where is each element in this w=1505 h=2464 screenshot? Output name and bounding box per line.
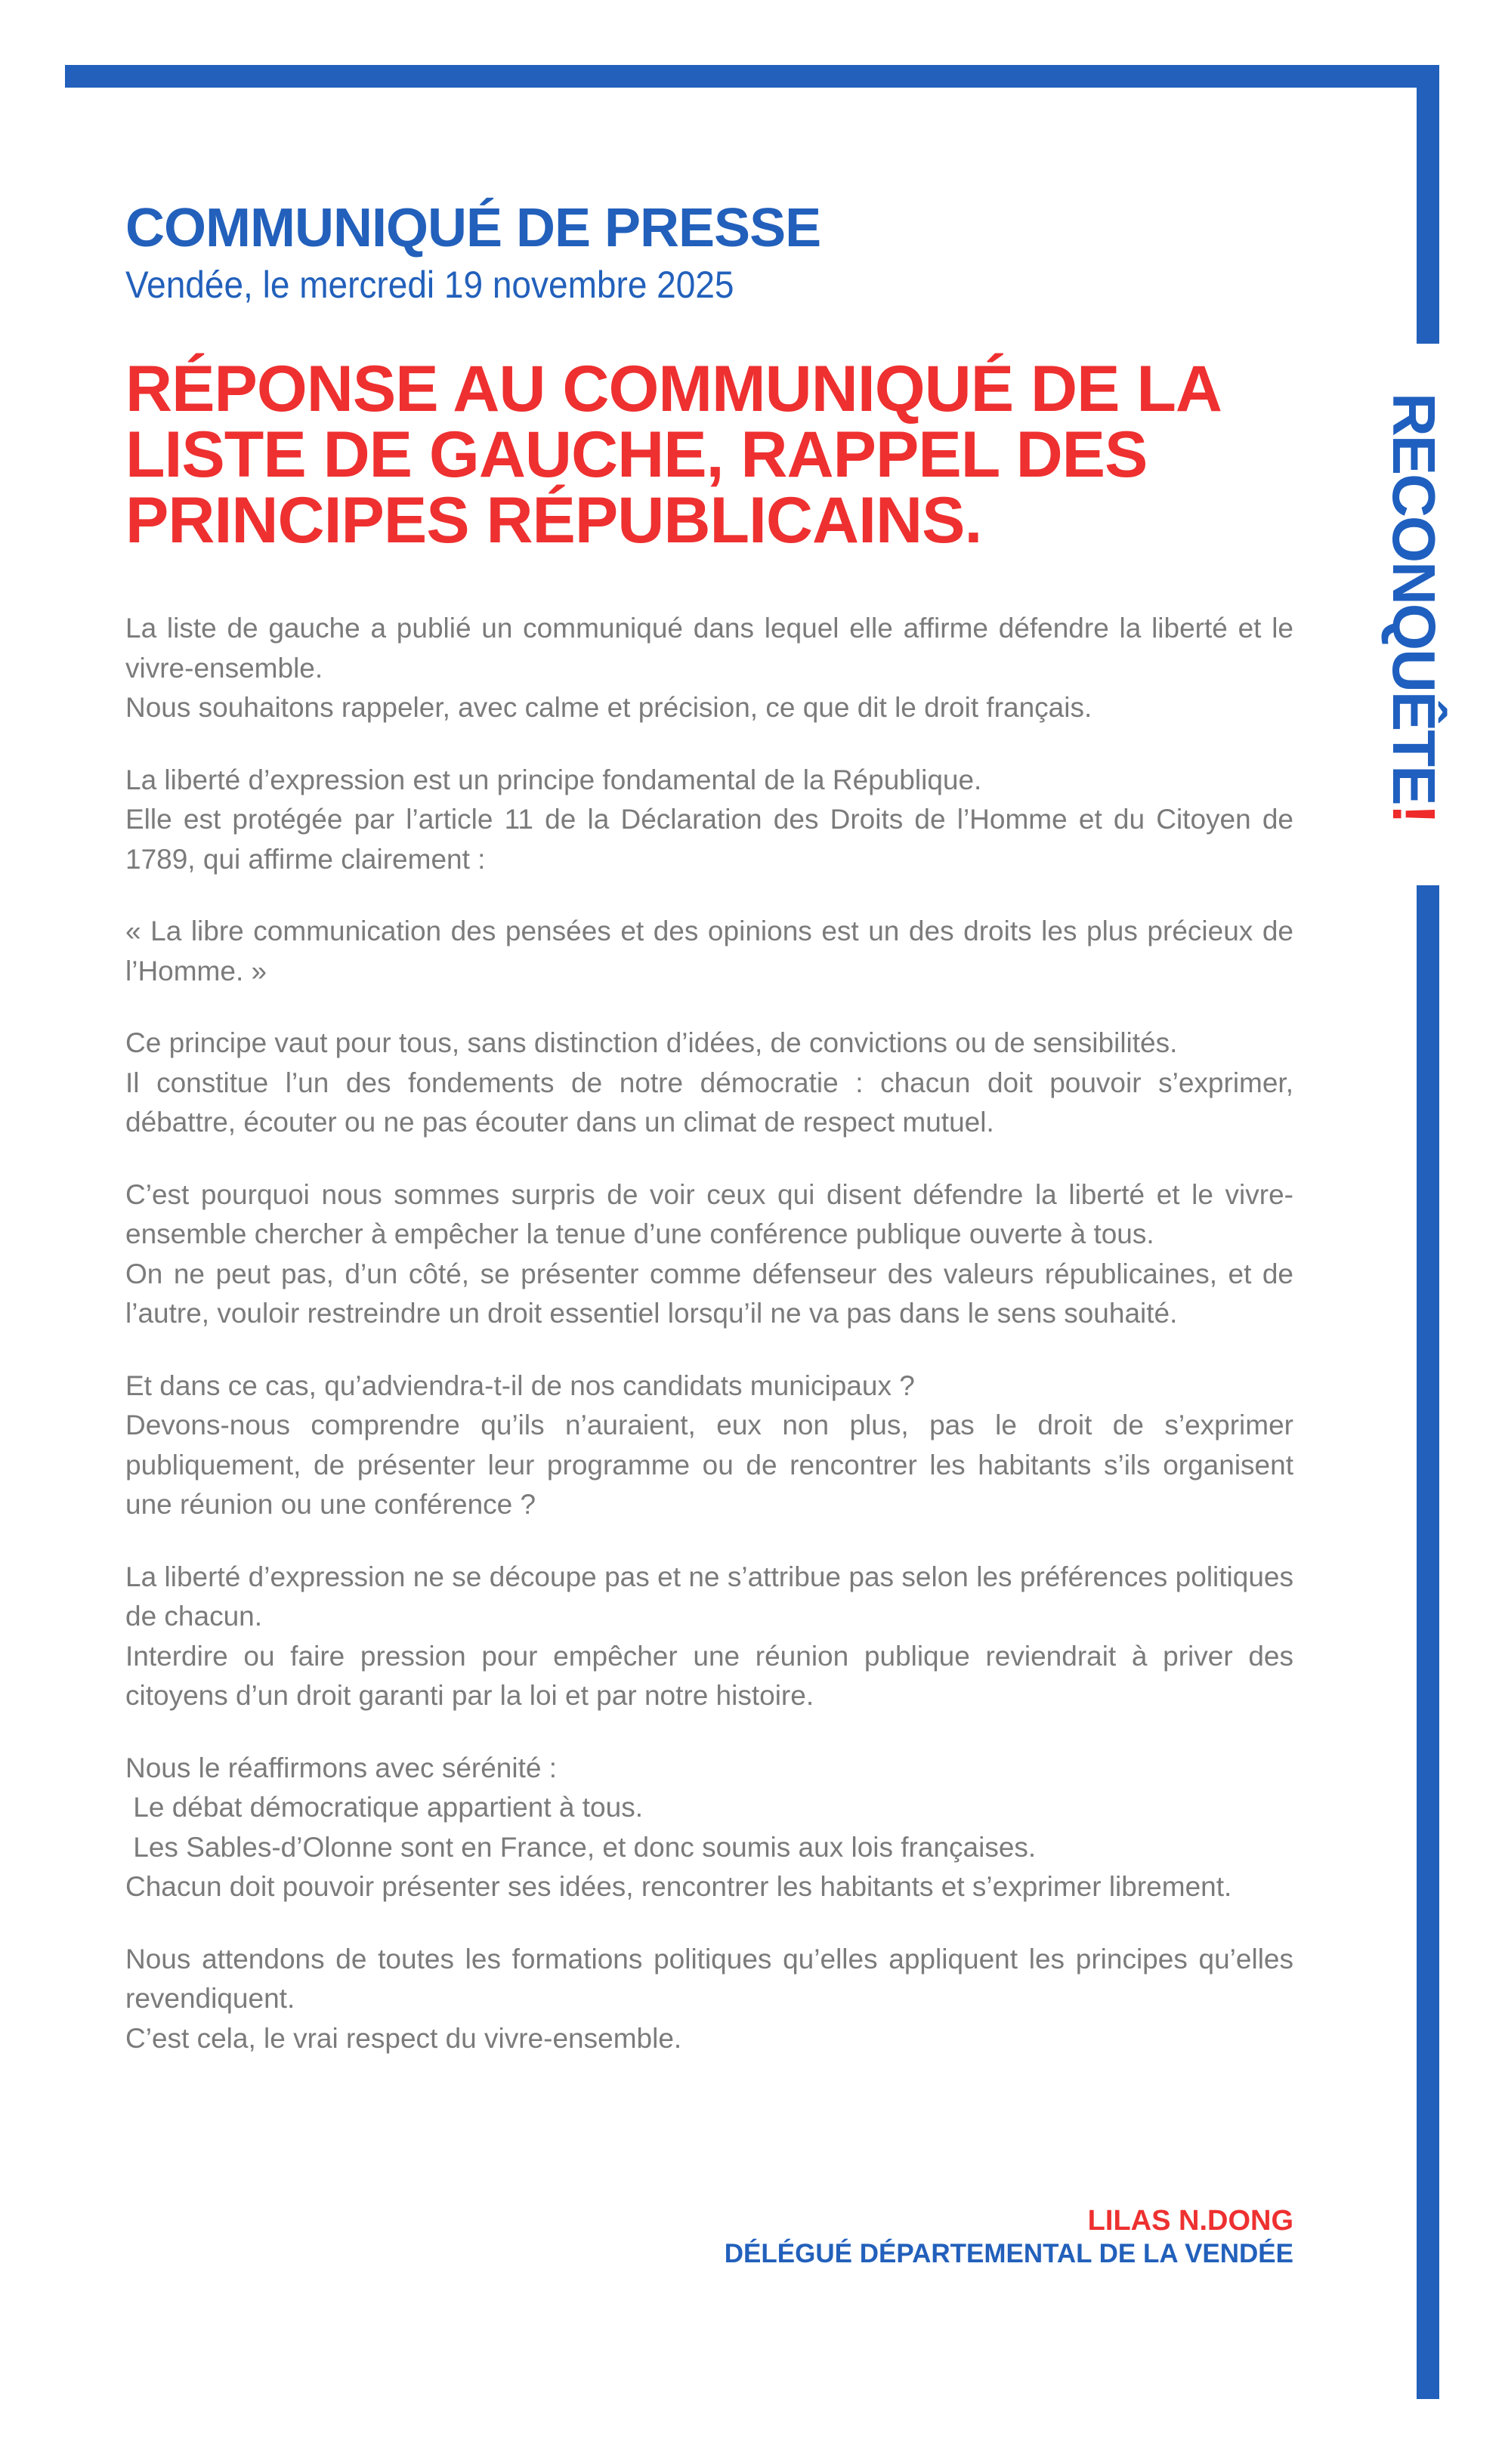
paragraph-line: Nous le réaffirmons avec sérénité : [125,1752,558,1783]
paragraph [125,761,1293,880]
paragraph-line: C’est pourquoi nous sommes surpris de voir ceux qui disent défendre la liberté et le vivre-ensemble chercher à empêcher la tenue d’une conférence publique ouverte à tous. [125,1178,1293,1249]
paragraph-line: Et dans ce cas, qu’adviendra-t-il de nos candidats municipaux ? [125,1369,915,1401]
paragraph-line: Interdire ou faire pression pour empêcher une réunion publique reviendrait à priver des citoyens d’un droit garanti par la loi et par notre histoire. [125,1640,1293,1711]
signatory-name: LILAS N.DONG [1087,2205,1293,2237]
press-release-kicker: COMMUNIQUÉ DE PRESSE [125,198,821,258]
paragraph-line: « La libre communication des pensées et des opinions est un des droits les plus précieux de l’Homme. » [125,916,1293,987]
paragraph-line: Nous souhaitons rappeler, avec calme et précision, ce que dit le droit français. [125,692,1092,723]
logo-exclamation-mark: ! [1380,804,1448,823]
signature-block [725,2204,1293,2271]
paragraph-line: Nous attendons de toutes les formations politiques qu’elles appliquent les principes qu’elles revendiquent. [125,1943,1293,2014]
quote-paragraph [125,912,1293,991]
paragraph-line: Devons-nous comprendre qu’ils n’auraient, eux non plus, pas le droit de s’exprimer publiquement, de présenter leur programme ou de rencontrer les habitants s’ils organisent une réunion ou une conférence ? [125,1410,1293,1520]
paragraph-line: La liberté d’expression ne se découpe pas et ne s’attribue pas selon les préférences politiques de chacun. [125,1561,1293,1632]
paragraph-line: Elle est protégée par l’article 11 de la Déclaration des Droits de l’Homme et du Citoyen de 1789, qui affirme clairement : [125,804,1293,875]
paragraph-line: Le débat démocratique appartient à tous. [125,1792,643,1823]
signatory-role: DÉLÉGUÉ DÉPARTEMENTAL DE LA VENDÉE [724,2239,1293,2268]
paragraph-line: On ne peut pas, d’un côté, se présenter comme défenseur des valeurs républicaines, et de l’autre, vouloir restreindre un droit essentiel lorsqu’il ne va pas dans le sens souhaité. [125,1258,1293,1329]
paragraph [125,1024,1293,1143]
paragraph-line: Ce principe vaut pour tous, sans distinction d’idées, de convictions ou de sensibilités. [125,1027,1178,1058]
headline: RÉPONSE AU COMMUNIQUÉ DE LA LISTE DE GAUCHE, RAPPEL DES PRINCIPES RÉPUBLICAINS. [125,353,1219,557]
paragraph-line: Les Sables-d’Olonne sont en France, et donc soumis aux lois françaises. [125,1831,1037,1863]
paragraph [125,1175,1293,1334]
paragraph [125,1940,1293,2059]
paragraph [125,1366,1293,1525]
paragraph-line: Chacun doit pouvoir présenter ses idées, rencontrer les habitants et s’exprimer librement. [125,1871,1232,1902]
release-date: Vendée, le mercredi 19 novembre 2025 [125,264,734,306]
paragraph [125,1749,1293,1907]
body-text [125,609,1293,2091]
paragraph-line: C’est cela, le vrai respect du vivre-ensemble. [125,2022,682,2054]
paragraph [125,1558,1293,1716]
logo-text: RECONQUÊTE [1380,393,1448,804]
frame-top-bar [65,65,1439,88]
frame-right-bar-lower [1417,885,1439,2399]
frame-right-bar-upper [1417,65,1439,344]
paragraph [125,609,1293,728]
logo-wordmark [1380,393,1448,823]
paragraph-line: La liste de gauche a publié un communiqué dans lequel elle affirme défendre la liberté et le vivre-ensemble. [125,613,1293,684]
paragraph-line: Il constitue l’un des fondements de notre démocratie : chacun doit pouvoir s’exprimer, débattre, écouter ou ne pas écouter dans un climat de respect mutuel. [125,1067,1293,1138]
paragraph-line: La liberté d’expression est un principe fondamental de la République. [125,764,982,795]
